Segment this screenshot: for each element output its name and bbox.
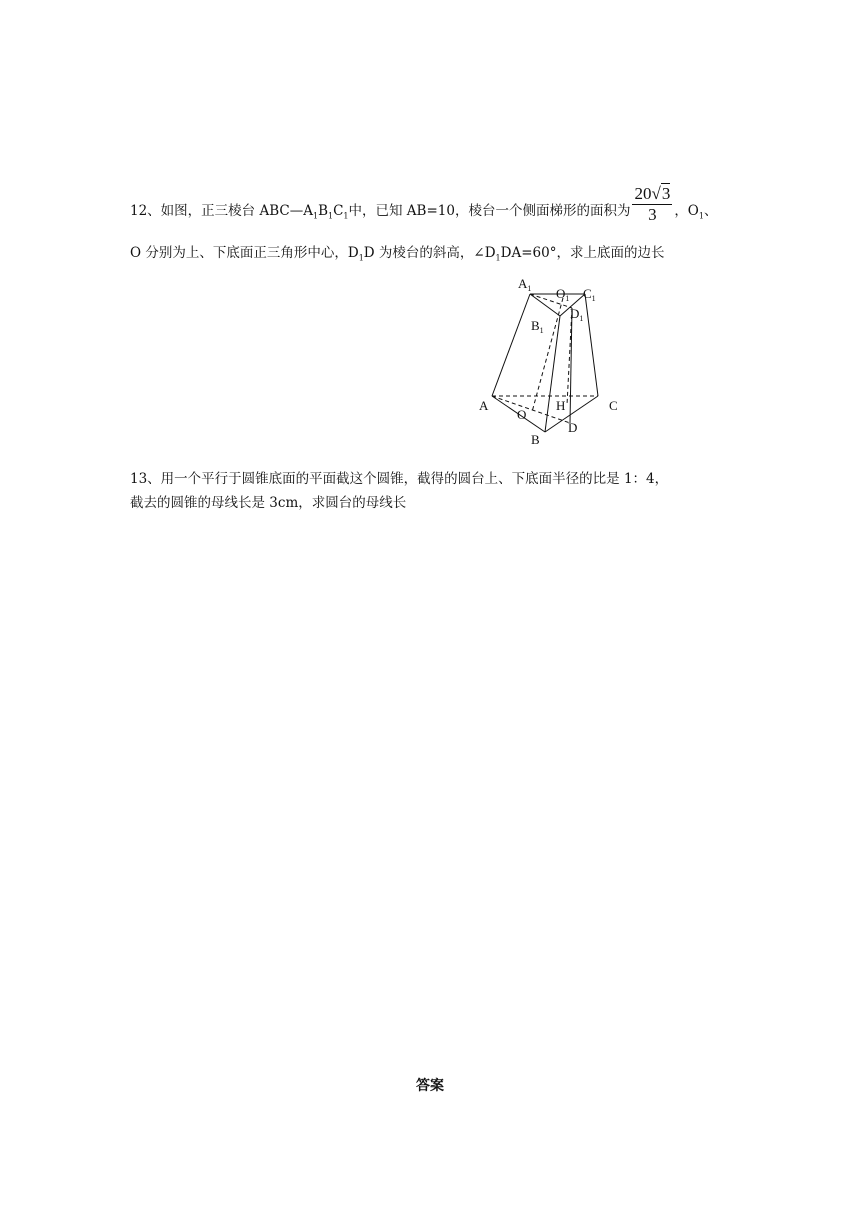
q12-text-2a: O 分别为上、下底面正三角形中心，D [130,245,359,261]
label-b1: $B_1$ [531,318,544,335]
label-b: B [531,432,540,447]
label-a1: $A_1$ [518,276,532,293]
q12-text-2b: D 为棱台的斜高，∠D [363,245,496,261]
subscript: 1 [495,253,501,263]
q13-line-2: 截去的圆锥的母线长是 3cm，求圆台的母线长 [130,495,407,511]
q12-text-end: 、 [703,203,718,219]
q13-line-1: 13、用一个平行于圆锥底面的平面截这个圆锥，截得的圆台上、下底面半径的比是 1：4， [130,471,669,487]
fraction-denominator: 3 [648,205,657,224]
label-c1: $C_1$ [583,286,596,303]
area-fraction [632,185,672,224]
q12-text-mid: 中，已知 AB=10，棱台一个侧面梯形的面积为 [348,203,631,219]
fraction-numerator: 20√3 [634,184,671,203]
label-h: H [556,398,566,413]
label-o1: $O_1$ [556,286,570,303]
label-o: O [517,407,527,422]
q12-text-2c: DA=60°，求上底面的边长 [500,245,665,261]
edge-cc1 [585,294,598,396]
subscript: 1 [327,211,334,221]
edge-aa1 [492,294,530,396]
label-a: A [479,398,489,413]
subscript: 1 [343,211,349,221]
radicand: 3 [661,184,671,203]
q12-line-1 [130,184,718,226]
frustum-figure [470,272,640,452]
q12-text-c: C [333,203,344,219]
q12-line-2 [130,244,664,268]
subscript: 1 [358,253,364,263]
numerator-int: 20 [634,184,652,203]
axis-o1o-hidden [532,298,566,413]
answer-heading: 答案 [416,1078,444,1094]
label-c: C [609,398,618,413]
subscript: 1 [312,211,319,221]
label-d1: $D_1$ [570,306,584,323]
label-d: D [568,420,578,435]
q12-text-post: ，O [674,203,699,219]
q12-text-a: 12、如图，正三棱台 ABC—A [130,203,313,219]
subscript: 1 [698,211,704,221]
q12-text-b: B [318,203,328,219]
